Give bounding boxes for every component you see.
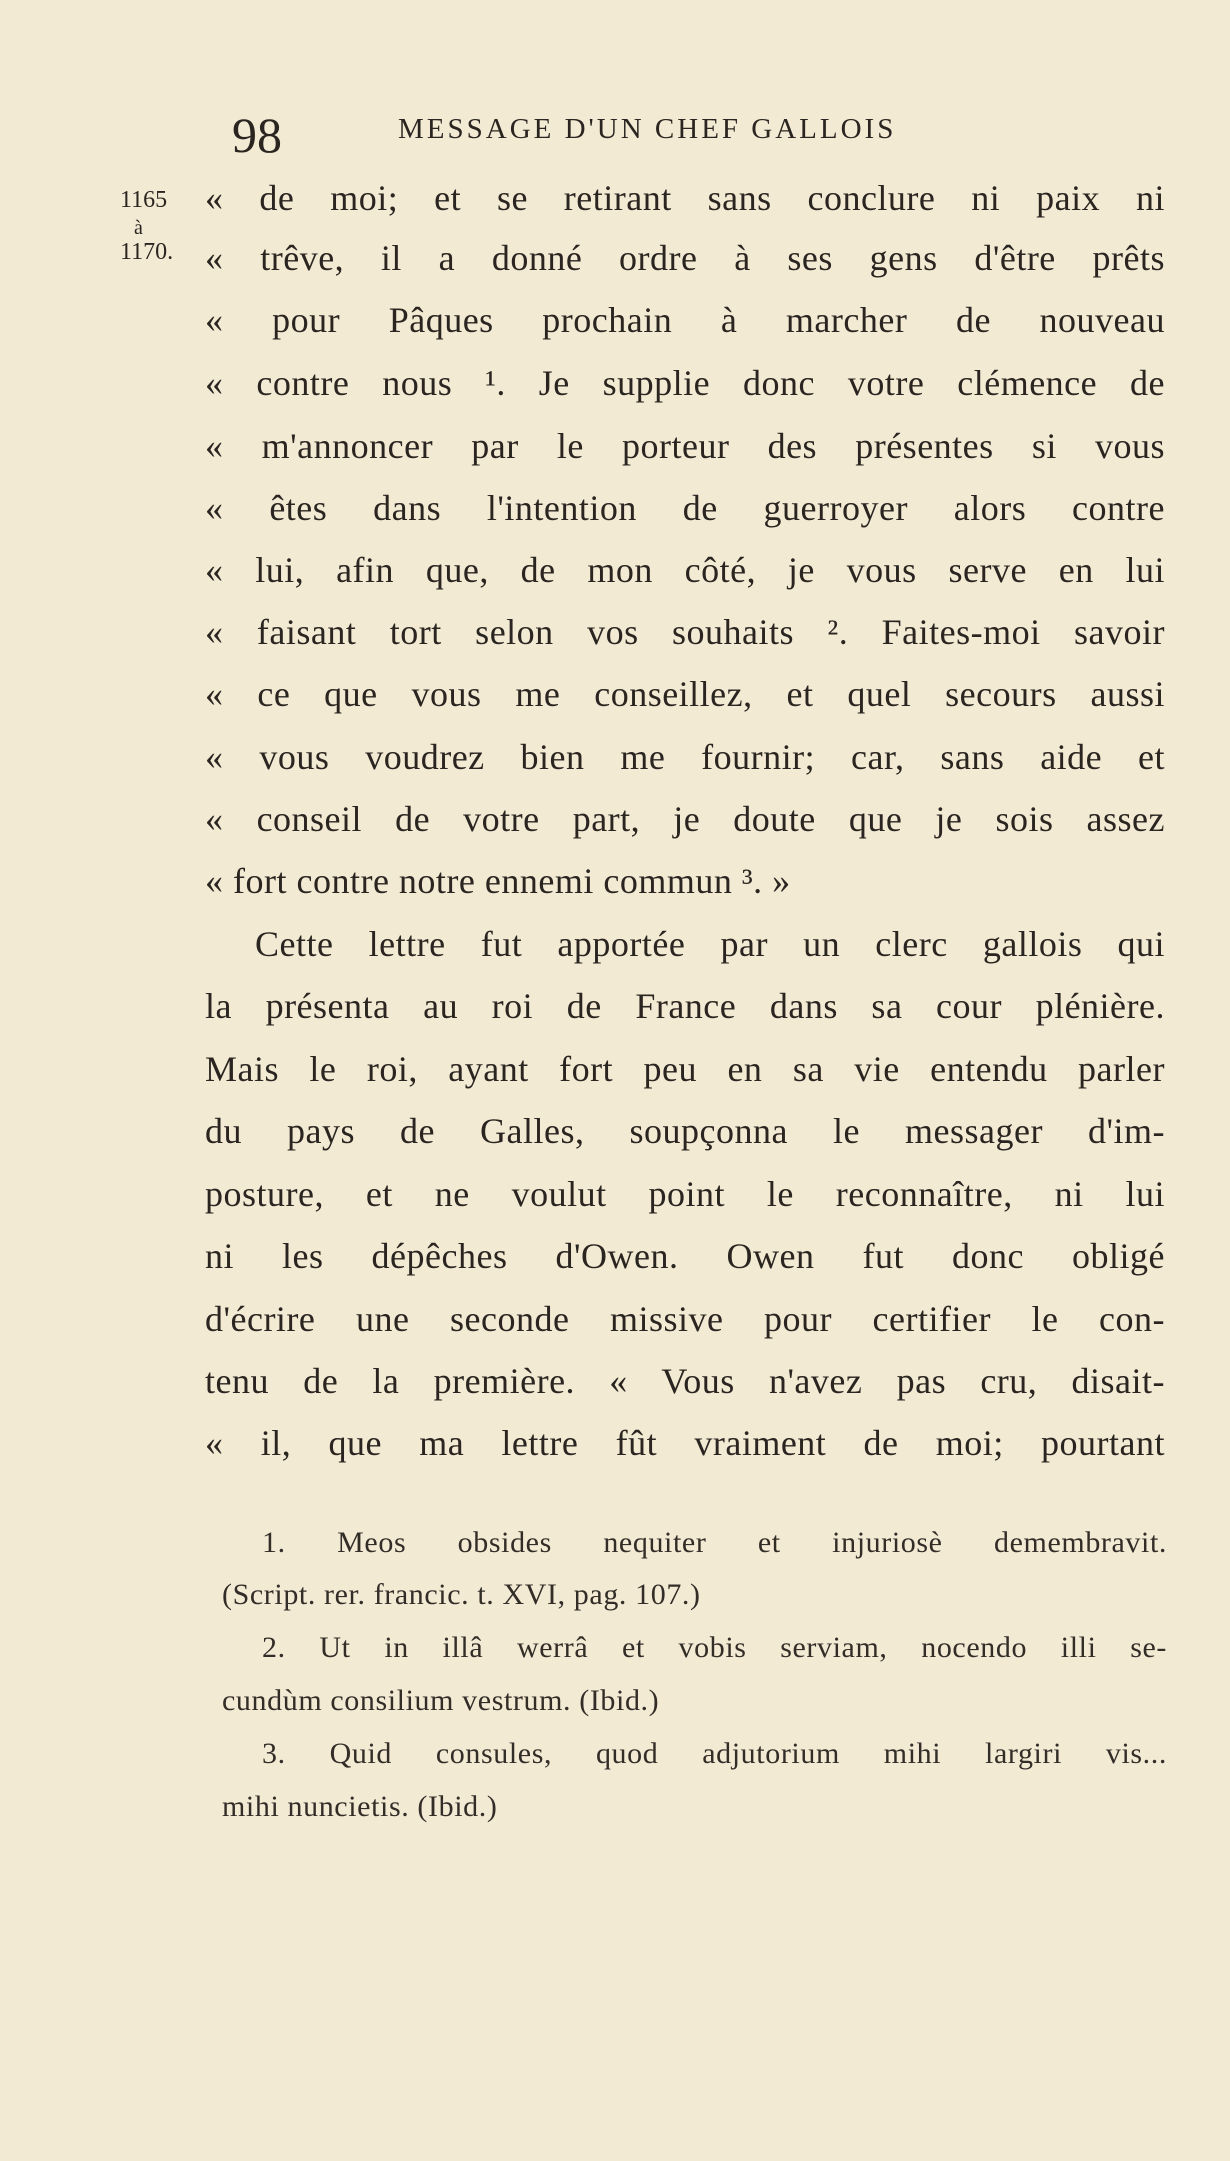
page-header bbox=[0, 105, 1230, 165]
text-line: posture, et ne voulut point le reconnaître, ni lui bbox=[205, 1174, 1165, 1214]
text-line: « fort contre notre ennemi commun ³. » bbox=[205, 861, 791, 901]
text-line: « faisant tort selon vos souhaits ². Faites-moi savoir bbox=[205, 612, 1165, 652]
text-line: ni les dépêches d'Owen. Owen fut donc obligé bbox=[205, 1236, 1165, 1276]
text-line: d'écrire une seconde missive pour certifier le con- bbox=[205, 1299, 1165, 1339]
text-line: « lui, afin que, de mon côté, je vous serve en lui bbox=[205, 550, 1165, 590]
footnote-2: 2. Ut in illâ werrâ et vobis serviam, nocendo illi se- bbox=[262, 1631, 1167, 1664]
page-number: 98 bbox=[232, 107, 282, 163]
text-line: « contre nous ¹. Je supplie donc votre clémence de bbox=[205, 363, 1165, 403]
footnote-1-continued: (Script. rer. francic. t. XVI, pag. 107.) bbox=[222, 1578, 701, 1611]
margin-date-end: 1170. bbox=[120, 239, 174, 265]
text-line: Mais le roi, ayant fort peu en sa vie entendu parler bbox=[205, 1049, 1165, 1089]
footnote-3-continued: mihi nuncietis. (Ibid.) bbox=[222, 1790, 498, 1823]
footnote-3: 3. Quid consules, quod adjutorium mihi largiri vis... bbox=[262, 1737, 1167, 1770]
text-line: « conseil de votre part, je doute que je sois assez bbox=[205, 799, 1165, 839]
text-line: « trêve, il a donné ordre à ses gens d'être prêts bbox=[205, 238, 1165, 278]
text-line: « pour Pâques prochain à marcher de nouveau bbox=[205, 300, 1165, 340]
text-line: « ce que vous me conseillez, et quel secours aussi bbox=[205, 674, 1165, 714]
paragraph-start-line: Cette lettre fut apportée par un clerc gallois qui bbox=[255, 924, 1165, 964]
margin-date-connector: à bbox=[134, 217, 143, 239]
text-line: tenu de la première. « Vous n'avez pas cru, disait- bbox=[205, 1361, 1165, 1401]
text-line: la présenta au roi de France dans sa cour plénière. bbox=[205, 986, 1165, 1026]
margin-date-start: 1165 bbox=[120, 187, 168, 213]
text-line: « êtes dans l'intention de guerroyer alors contre bbox=[205, 488, 1165, 528]
footnote-2-continued: cundùm consilium vestrum. (Ibid.) bbox=[222, 1684, 660, 1717]
running-head: MESSAGE D'UN CHEF GALLOIS bbox=[398, 113, 897, 145]
text-line: « vous voudrez bien me fournir; car, sans aide et bbox=[205, 737, 1165, 777]
footnote-1: 1. Meos obsides nequiter et injuriosè demembravit. bbox=[262, 1526, 1167, 1559]
text-line: « il, que ma lettre fût vraiment de moi; pourtant bbox=[205, 1423, 1165, 1463]
text-line: « de moi; et se retirant sans conclure ni paix ni bbox=[205, 178, 1165, 218]
text-line: du pays de Galles, soupçonna le messager d'im- bbox=[205, 1111, 1165, 1151]
text-line: « m'annoncer par le porteur des présentes si vous bbox=[205, 426, 1165, 466]
